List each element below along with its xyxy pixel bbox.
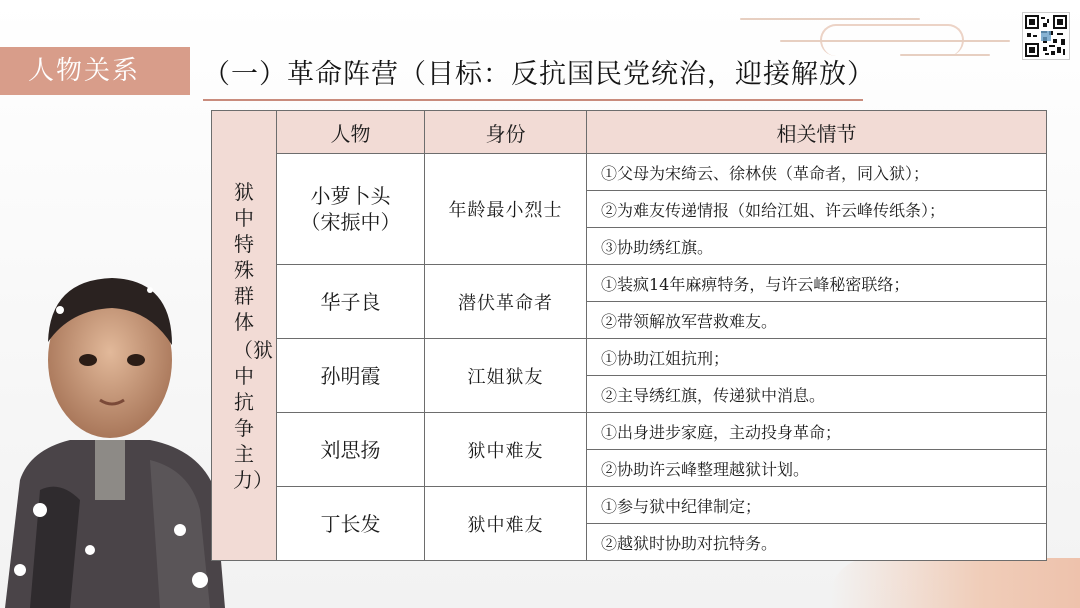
plot-item: ③协助绣红旗。	[587, 228, 1047, 265]
table-row	[212, 413, 1047, 450]
section-tab-label: 人物关系	[28, 56, 141, 86]
column-header-identity: 身份	[425, 111, 587, 154]
plot-item: ①协助江姐抗刑；	[587, 339, 1047, 376]
plot-item: ①参与狱中纪律制定；	[587, 487, 1047, 524]
deco-line	[780, 40, 1010, 42]
qr-code-icon	[1022, 12, 1070, 60]
character-alias: （宋振中）	[300, 210, 401, 234]
section-tab	[0, 47, 190, 95]
plot-item: ②协助许云峰整理越狱计划。	[587, 450, 1047, 487]
page-title: （一）革命阵营（目标：反抗国民党统治，迎接解放）	[203, 59, 875, 90]
character-name: 丁长发	[277, 487, 425, 561]
plot-item: ②为难友传递情报（如给江姐、许云峰传纸条）；	[587, 191, 1047, 228]
deco-line	[900, 54, 990, 56]
character-name: 小萝卜头	[310, 184, 391, 208]
character-table	[211, 110, 1047, 561]
title-divider	[203, 99, 863, 101]
character-name: 孙明霞	[277, 339, 425, 413]
group-subtitle: （狱中抗争主力）	[233, 337, 273, 492]
character-identity: 狱中难友	[425, 413, 587, 487]
character-name: 刘思扬	[277, 413, 425, 487]
plot-item: ②越狱时协助对抗特务。	[587, 524, 1047, 561]
group-title: 狱中特殊群体	[234, 179, 254, 334]
plot-item: ①出身进步家庭，主动投身革命；	[587, 413, 1047, 450]
character-identity: 江姐狱友	[425, 339, 587, 413]
plot-item: ②主导绣红旗，传递狱中消息。	[587, 376, 1047, 413]
character-name-cell	[277, 154, 425, 265]
character-identity: 狱中难友	[425, 487, 587, 561]
table-row	[212, 154, 1047, 191]
column-header-name: 人物	[277, 111, 425, 154]
group-label-cell	[212, 111, 277, 561]
bottom-ornament	[830, 558, 1080, 608]
table-row	[212, 487, 1047, 524]
plot-item: ①父母为宋绮云、徐林侠（革命者，同入狱）；	[587, 154, 1047, 191]
plot-item: ②带领解放军营救难友。	[587, 302, 1047, 339]
table-header-row	[212, 111, 1047, 154]
plot-item: ①装疯14年麻痹特务，与许云峰秘密联络；	[587, 265, 1047, 302]
character-identity: 潜伏革命者	[425, 265, 587, 339]
column-header-plot: 相关情节	[587, 111, 1047, 154]
character-identity: 年龄最小烈士	[425, 154, 587, 265]
table-row	[212, 265, 1047, 302]
boy-illustration	[0, 250, 230, 608]
deco-line	[740, 18, 920, 20]
table-row	[212, 339, 1047, 376]
character-name: 华子良	[277, 265, 425, 339]
